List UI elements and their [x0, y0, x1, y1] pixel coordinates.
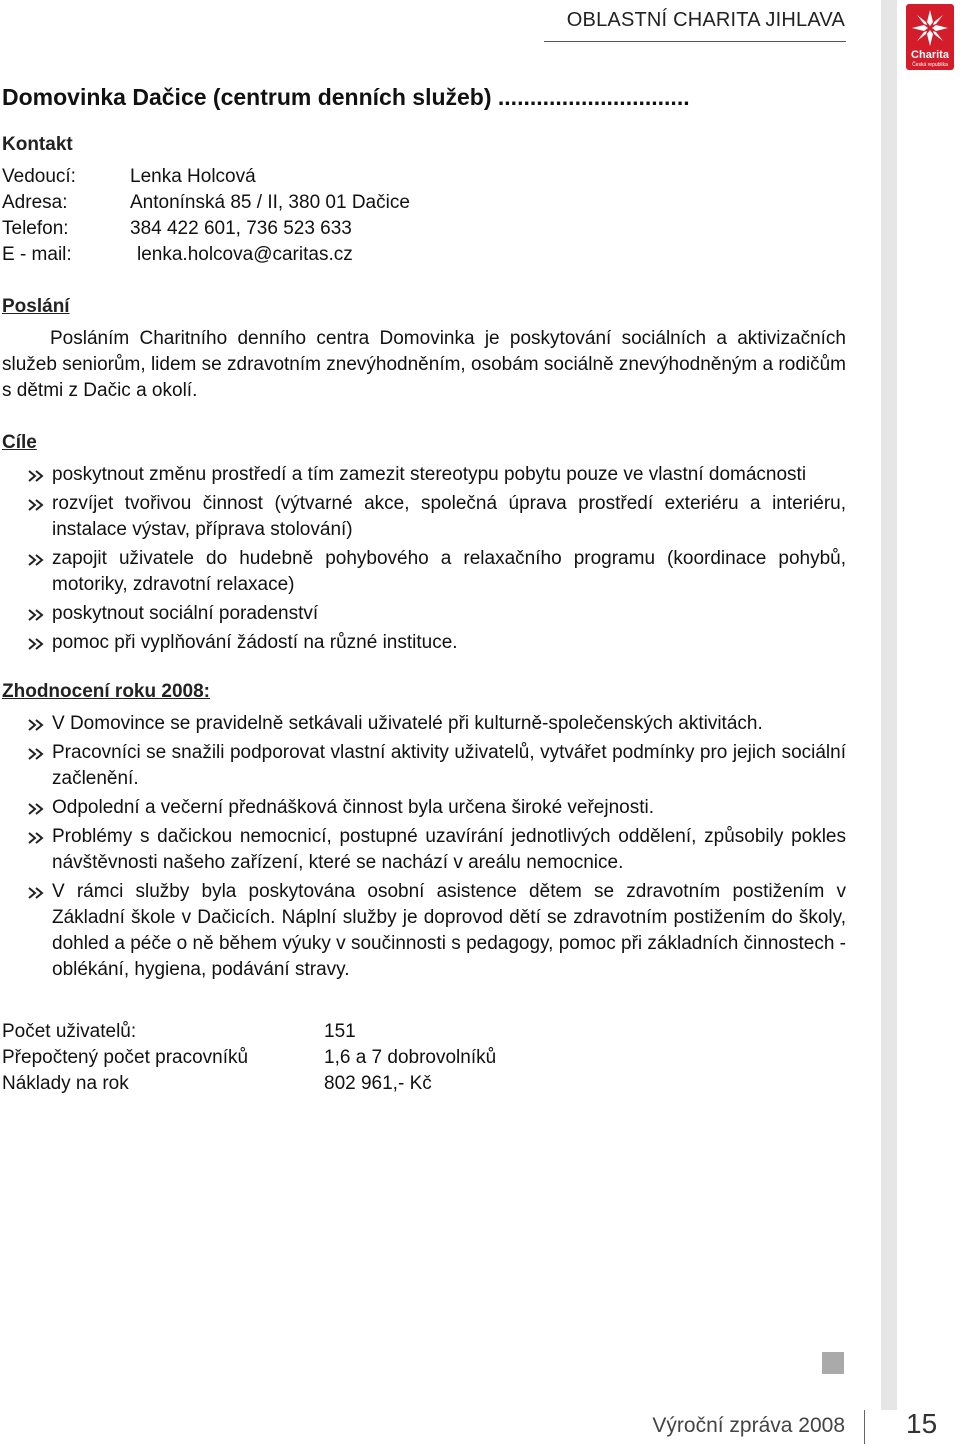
list-item	[2, 711, 846, 737]
side-bar	[881, 0, 897, 1410]
list-item	[2, 824, 846, 876]
list-item	[2, 601, 846, 627]
evaluation-heading: Zhodnocení roku 2008:	[2, 681, 210, 702]
goal-text: rozvíjet tvořivou činnost (výtvarné akce, společná úprava prostředí exteriéru a interiéru, instalace výstav, příprava stolování)	[52, 493, 846, 540]
page-title: Domovinka Dačice (centrum denních služeb) ..............................	[2, 84, 690, 110]
goal-text: poskytnout změnu prostředí a tím zamezit stereotypu pobytu pouze ve vlastní domácnosti	[52, 464, 807, 485]
logo-name: Charita	[911, 49, 949, 61]
stats-label: Náklady na rok	[2, 1073, 129, 1094]
goal-text: poskytnout sociální poradenství	[52, 603, 319, 624]
goals-heading: Cíle	[2, 432, 37, 453]
list-item	[2, 491, 846, 543]
contact-label: Telefon:	[2, 218, 69, 239]
charita-cross-icon	[912, 8, 948, 48]
logo-subtitle: Česká republika	[912, 62, 948, 68]
stats-row	[2, 1071, 846, 1097]
double-chevron-right-icon	[28, 499, 44, 511]
header-rule	[544, 41, 846, 42]
contact-list	[2, 164, 846, 268]
double-chevron-right-icon	[28, 803, 44, 815]
goals-list	[2, 462, 846, 656]
goal-text: pomoc při vyplňování žádostí na různé instituce.	[52, 632, 458, 653]
contact-heading: Kontakt	[2, 134, 73, 155]
evaluation-text: Odpolední a večerní přednášková činnost byla určena široké veřejnosti.	[52, 797, 655, 818]
double-chevron-right-icon	[28, 887, 44, 899]
evaluation-text: Pracovníci se snažili podporovat vlastní aktivity uživatelů, vytvářet podmínky pro jejich sociální začlenění.	[52, 742, 846, 789]
goal-text: zapojit uživatele do hudebně pohybového a relaxačního programu (koordinace pohybů, motoriky, zdravotní relaxace)	[52, 548, 846, 595]
document-body	[2, 80, 846, 1097]
stats-label: Přepočtený počet pracovníků	[2, 1047, 249, 1068]
stats-label: Počet uživatelů:	[2, 1021, 137, 1042]
contact-label: Adresa:	[2, 192, 68, 213]
stats-value: 1,6 a 7 dobrovolníků	[324, 1047, 497, 1068]
list-item	[2, 546, 846, 598]
double-chevron-right-icon	[28, 554, 44, 566]
footer-report-title: Výroční zpráva 2008	[652, 1414, 845, 1437]
stats-value: 802 961,- Kč	[324, 1073, 432, 1094]
contact-row	[2, 190, 846, 216]
double-chevron-right-icon	[28, 719, 44, 731]
double-chevron-right-icon	[28, 609, 44, 621]
double-chevron-right-icon	[28, 470, 44, 482]
list-item	[2, 879, 846, 983]
double-chevron-right-icon	[28, 832, 44, 844]
contact-label: Vedoucí:	[2, 166, 76, 187]
stats-row	[2, 1019, 846, 1045]
evaluation-list	[2, 711, 846, 983]
email-link[interactable]: lenka.holcova@caritas.cz	[137, 244, 353, 265]
stats-value: 151	[324, 1021, 356, 1042]
contact-value: Lenka Holcová	[130, 166, 256, 187]
contact-row	[2, 216, 846, 242]
header-org: OBLASTNÍ CHARITA JIHLAVA	[566, 9, 845, 31]
list-item	[2, 740, 846, 792]
mission-text: Posláním Charitního denního centra Domovinka je poskytování sociálních a aktivizačních služeb seniorům, lidem se zdravotním znevýhodněním, osobám sociálně znevýhodněným a rodičům s dětmi z Dačic a okolí.	[2, 328, 846, 401]
list-item	[2, 462, 846, 488]
list-item	[2, 795, 846, 821]
page-number: 15	[906, 1408, 938, 1439]
contact-label: E - mail:	[2, 244, 72, 265]
evaluation-text: Problémy s dačickou nemocnicí, postupné uzavírání jednotlivých oddělení, způsobily pokles návštěvnosti našeho zařízení, které se nachází v areálu nemocnice.	[52, 826, 846, 873]
contact-value: Antonínská 85 / II, 380 01 Dačice	[130, 192, 410, 213]
contact-row	[2, 242, 846, 268]
charita-logo	[906, 4, 954, 70]
footer-rule	[864, 1410, 865, 1444]
mission-heading: Poslání	[2, 296, 70, 317]
footer-square	[822, 1352, 844, 1374]
stats-row	[2, 1045, 846, 1071]
evaluation-text: V rámci služby byla poskytována osobní asistence dětem se zdravotním postižením v Základní škole v Dačicích. Náplní služby je doprovod dětí se zdravotním postižením do školy, dohled a péče o ně během výuky v součinnosti s pedagogy, pomoc při základních činnostech - oblékání, hygiena, podávání stravy.	[52, 881, 846, 980]
evaluation-text: V Domovince se pravidelně setkávali uživatelé při kulturně-společenských aktivitách.	[52, 713, 763, 734]
list-item	[2, 630, 846, 656]
contact-row	[2, 164, 846, 190]
contact-value: 384 422 601, 736 523 633	[130, 218, 352, 239]
double-chevron-right-icon	[28, 638, 44, 650]
stats-table	[2, 1019, 846, 1097]
double-chevron-right-icon	[28, 748, 44, 760]
